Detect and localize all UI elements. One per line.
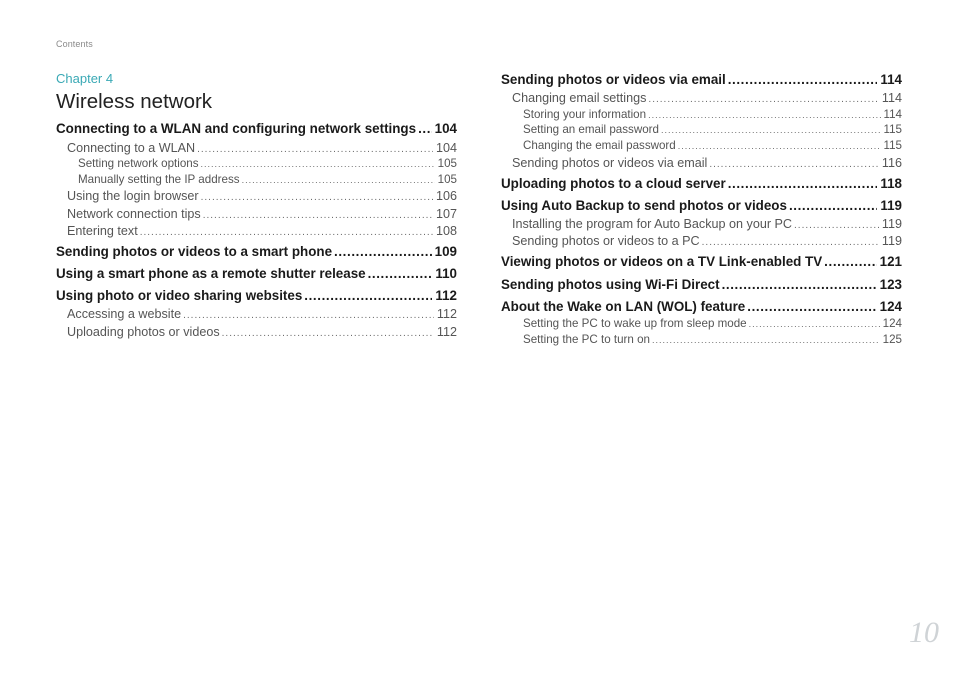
toc-entry-title: Using photo or video sharing websites	[56, 288, 303, 303]
toc-entry-title: Using Auto Backup to send photos or videos	[501, 198, 787, 213]
toc-entry[interactable]	[523, 317, 902, 330]
dot-leader	[201, 192, 433, 203]
dot-leader	[222, 328, 434, 339]
dot-leader	[709, 159, 879, 170]
dot-leader	[789, 198, 877, 213]
toc-entry-title: Installing the program for Auto Backup on your PC	[512, 217, 793, 231]
toc-entry-title: Connecting to a WLAN and configuring network settings	[56, 121, 417, 136]
toc-entry-title: Connecting to a WLAN	[67, 141, 196, 155]
toc-entry-title: Entering text	[67, 224, 138, 238]
dot-leader	[368, 266, 433, 281]
toc-entry[interactable]	[523, 333, 902, 346]
toc-entry-page: 125	[882, 333, 902, 346]
toc-entry[interactable]	[512, 234, 902, 248]
toc-entry-title: Viewing photos or videos on a TV Link-enabled TV	[501, 254, 823, 269]
toc-entry-title: Setting the PC to turn on	[523, 333, 650, 346]
chapter-label: Chapter 4	[56, 71, 114, 86]
dot-leader	[728, 176, 878, 191]
toc-entry-page: 114	[883, 108, 902, 121]
toc-entry[interactable]	[67, 307, 457, 321]
dot-leader	[197, 144, 433, 155]
toc-entry-page: 114	[880, 72, 902, 87]
toc-entry-page: 104	[434, 121, 457, 136]
dot-leader	[304, 288, 432, 303]
dot-leader	[702, 237, 879, 248]
dot-leader	[747, 299, 876, 314]
toc-entry-title: Uploading photos or videos	[67, 325, 220, 339]
toc-entry[interactable]	[56, 266, 457, 281]
toc-entry[interactable]	[67, 189, 457, 203]
toc-entry[interactable]	[56, 121, 457, 136]
toc-entry-page: 110	[435, 266, 457, 281]
toc-entry-page: 106	[435, 189, 457, 203]
toc-entry-title: Sending photos or videos to a smart phone	[56, 244, 333, 259]
dot-leader	[661, 125, 881, 135]
toc-entry-page: 104	[435, 141, 457, 155]
toc-entry-page: 108	[435, 224, 457, 238]
toc-entry-title: Setting network options	[78, 157, 199, 170]
toc-entry-title: Sending photos or videos via email	[501, 72, 726, 87]
toc-entry-page: 112	[436, 325, 457, 339]
toc-entry-page: 119	[881, 217, 902, 231]
toc-entry-page: 119	[881, 234, 902, 248]
toc-entry[interactable]	[501, 277, 902, 292]
chapter-title: Wireless network	[56, 90, 213, 113]
toc-entry-title: Using a smart phone as a remote shutter release	[56, 266, 366, 281]
toc-entry-page: 118	[880, 176, 902, 191]
toc-entry[interactable]	[501, 254, 902, 269]
toc-entry[interactable]	[56, 244, 457, 259]
toc-entry[interactable]	[501, 299, 902, 314]
toc-entry[interactable]	[512, 156, 902, 170]
dot-leader	[183, 310, 434, 321]
toc-entry-page: 123	[879, 277, 902, 292]
dot-leader	[728, 72, 878, 87]
toc-entry[interactable]	[501, 176, 902, 191]
toc-entry[interactable]	[78, 173, 457, 186]
toc-entry-page: 115	[883, 139, 902, 152]
toc-entry-page: 105	[437, 157, 457, 170]
toc-entry-title: Setting an email password	[523, 123, 659, 136]
dot-leader	[749, 319, 880, 329]
toc-entry-title: Accessing a website	[67, 307, 182, 321]
dot-leader	[722, 277, 877, 292]
toc-entry[interactable]	[523, 139, 902, 152]
dot-leader	[203, 210, 433, 221]
toc-entry-title: About the Wake on LAN (WOL) feature	[501, 299, 746, 314]
toc-entry-title: Storing your information	[523, 108, 647, 121]
toc-entry-page: 112	[435, 288, 457, 303]
toc-entry-page: 121	[879, 254, 902, 269]
toc-entry[interactable]	[512, 91, 902, 105]
toc-entry-title: Changing email settings	[512, 91, 647, 105]
dot-leader	[652, 335, 880, 345]
toc-entry-page: 124	[879, 299, 902, 314]
page-number: 10	[909, 616, 939, 649]
dot-leader	[334, 244, 432, 259]
dot-leader	[418, 121, 432, 136]
dot-leader	[678, 141, 881, 151]
toc-entry[interactable]	[501, 72, 902, 87]
toc-entry-page: 109	[434, 244, 457, 259]
toc-entry-page: 116	[881, 156, 902, 170]
toc-entry-page: 114	[881, 91, 902, 105]
toc-entry[interactable]	[501, 198, 902, 213]
toc-entry[interactable]	[67, 207, 457, 221]
toc-entry-page: 107	[435, 207, 457, 221]
dot-leader	[140, 227, 433, 238]
toc-entry-title: Network connection tips	[67, 207, 201, 221]
toc-entry-title: Manually setting the IP address	[78, 173, 240, 186]
dot-leader	[794, 220, 879, 231]
toc-entry-title: Sending photos or videos via email	[512, 156, 708, 170]
dot-leader	[648, 110, 880, 120]
dot-leader	[824, 254, 876, 269]
toc-entry[interactable]	[56, 288, 457, 303]
toc-entry[interactable]	[67, 141, 457, 155]
dot-leader	[242, 175, 435, 185]
dot-leader	[201, 159, 435, 169]
toc-entry[interactable]	[512, 217, 902, 231]
toc-entry-title: Uploading photos to a cloud server	[501, 176, 726, 191]
toc-entry-page: 112	[436, 307, 457, 321]
toc-entry-title: Setting the PC to wake up from sleep mode	[523, 317, 747, 330]
toc-entry[interactable]	[523, 123, 902, 136]
toc-entry-page: 105	[437, 173, 457, 186]
running-head: Contents	[56, 39, 93, 49]
toc-entry[interactable]	[78, 157, 457, 170]
toc-entry[interactable]	[67, 224, 457, 238]
toc-entry-page: 115	[883, 123, 902, 136]
toc-entry[interactable]	[67, 325, 457, 339]
dot-leader	[648, 94, 879, 105]
toc-entry-title: Sending photos or videos to a PC	[512, 234, 700, 248]
toc-entry-title: Using the login browser	[67, 189, 199, 203]
toc-entry[interactable]	[523, 108, 902, 121]
toc-entry-title: Changing the email password	[523, 139, 676, 152]
toc-entry-page: 119	[880, 198, 902, 213]
toc-entry-page: 124	[882, 317, 902, 330]
toc-entry-title: Sending photos using Wi-Fi Direct	[501, 277, 720, 292]
